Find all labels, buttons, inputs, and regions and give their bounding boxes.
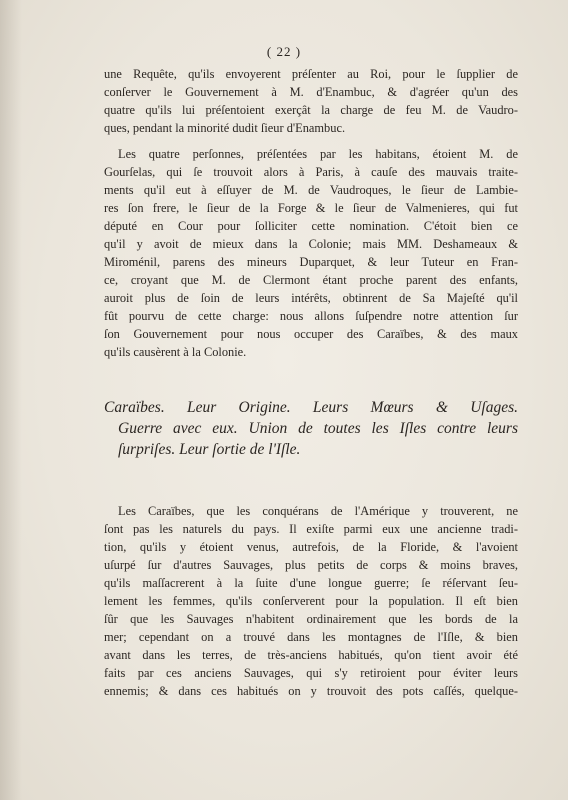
text-line: Les Caraïbes, que les conquérans de l'Amérique y trouverent, ne [118,504,518,518]
text-line: lement les femmes, qu'ils conſerverent pour la population. Il eſt bien [104,594,518,608]
text-line: qu'il y avoit de mieux dans la Colonie; mais MM. Deshameaux & [104,237,518,251]
text-line: député en Cour pour ſolliciter cette nomination. C'étoit bien ce [104,219,518,233]
text-line: avant dans les terres, de très-anciens habitués, qu'on tient avoir été [104,648,518,662]
text-line: quatre qu'ils lui préſentoient exerçât la charge de feu M. de Vaudro- [104,103,518,117]
text-line: Gourſelas, qui ſe trouvoit alors à Paris, à cauſe des mauvais traite- [104,165,518,179]
gutter-shadow [0,0,22,800]
text-line: res ſon frere, le ſieur de la Forge & le ſieur de Valmenieres, qui fut [104,201,518,215]
text-line: fût pourvu de cette charge: nous allons ſuſpendre notre attention ſur [104,309,518,323]
heading-line: ſurpriſes. Leur ſortie de l'Iſle. [118,441,301,458]
text-line: qu'ils causèrent à la Colonie. [104,345,247,359]
text-line: mer; cependant on a trouvé dans les montagnes de l'Iſle, & bien [104,630,518,644]
text-line: Miroménil, parens des mineurs Duparquet, & leur Tuteur en Fran- [104,255,518,269]
heading-line: Guerre avec eux. Union de toutes les Iſles contre leurs [118,420,518,437]
section-heading [104,397,518,460]
text-line: qu'ils maſſacrerent à la ſuite d'une longue guerre; ſe réſervant ſeu- [104,576,518,590]
paragraph-3 [104,502,518,700]
text-line: une Requête, qu'ils envoyerent préſenter au Roi, pour le ſupplier de [104,67,518,81]
paragraph-1 [104,65,518,137]
text-line: uſurpé ſur d'autres Sauvages, plus petits de corps & moins braves, [104,558,518,572]
text-line: faits par ces anciens Sauvages, qui s'y retiroient pour éviter leurs [104,666,518,680]
text-line: ments qu'il eut à eſſuyer de M. de Vaudroques, le ſieur de Lambie- [104,183,518,197]
page-number: ( 22 ) [266,44,302,59]
text-line: auroit plus de ſoin de leurs intérêts, obtinrent de Sa Majeſté qu'il [104,291,518,305]
text-line: ques, pendant la minorité dudit ſieur d'Enambuc. [104,121,346,135]
text-line: ſon Gouvernement pour nous occuper des Caraïbes, & des maux [104,327,518,341]
text-line: ſont pas les naturels du pays. Il exiſte parmi eux une ancienne tradi- [104,522,518,536]
text-line: ce, croyant que M. de Clermont étant proche parent des enfants, [104,273,518,287]
text-line: conſerver le Gouvernement à M. d'Enambuc, & d'agréer qu'un des [104,85,518,99]
heading-line: Caraïbes. Leur Origine. Leurs Mœurs & Uſages. [104,399,518,416]
paragraph-2 [104,145,518,361]
text-line: Les quatre perſonnes, préſentées par les habitans, étoient M. de [118,147,518,161]
text-line: ennemis; & dans ces habitués on y trouvoit des pots caſſés, quelque- [104,684,518,698]
text-line: tion, qu'ils y étoient venus, autrefois, de la Floride, & l'avoient [104,540,518,554]
text-line: ſûr que les Sauvages n'habitent ordinairement que les bords de la [104,612,518,626]
